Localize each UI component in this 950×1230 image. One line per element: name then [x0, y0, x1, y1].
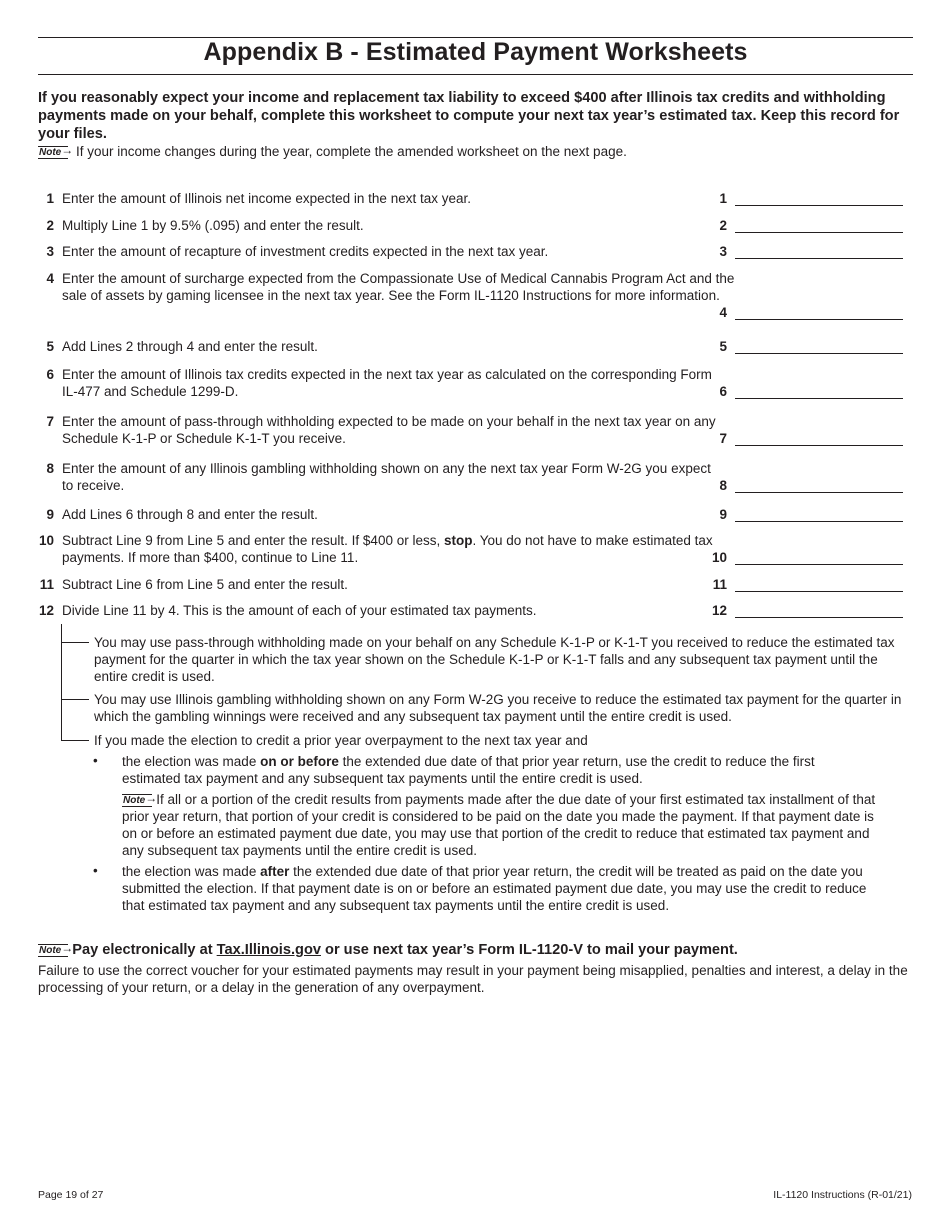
- page-title: Appendix B - Estimated Payment Worksheets: [203, 38, 748, 66]
- note-line: [38, 144, 627, 159]
- worksheet-line-8: 8 Enter the amount of any Illinois gambling withholding shown on any the next tax year Form W-2G you expect to receive. 8: [38, 460, 913, 494]
- guidance-bullet-note: Note → If all or a portion of the credit results from payments made after the due date of your first estimated tax installment of that prior year return, that portion of your credit is considered to be paid on the date you made the payment. If that payment date is on or before an estimated payment due date, you may use that portion of the credit to reduce that estimated tax payment and any subsequent tax payments until the entire credit is used.: [122, 791, 892, 859]
- note-arrow-icon: Note →: [38, 944, 68, 957]
- note-arrow-icon: Note →: [38, 146, 68, 159]
- guidance-pass-through: You may use pass-through withholding made on your behalf on any Schedule K-1-P or K-1-T you received to reduce the estimated tax payment for the quarter in which the tax year shown on the Schedule K-1-P or K-1-T falls and any subsequent tax payment until the entire credit is used.: [94, 635, 895, 684]
- line-1-input[interactable]: [735, 195, 903, 206]
- intro-text: If you reasonably expect your income and replacement tax liability to exceed $400 after Illinois tax credits and withholding payments made on your behalf, complete this worksheet to compute your next tax year’s estimated tax. Keep this record for your files.: [38, 90, 900, 142]
- line-12-input[interactable]: [735, 607, 903, 618]
- line-10-input[interactable]: [735, 554, 903, 565]
- tax-illinois-link[interactable]: Tax.Illinois.gov: [216, 942, 321, 958]
- line-11-input[interactable]: [735, 581, 903, 592]
- bullet-marker: •: [93, 863, 98, 878]
- bullet-marker: •: [93, 753, 98, 768]
- line-4-input[interactable]: [735, 309, 903, 320]
- worksheet-line-10: 10 Subtract Line 9 from Line 5 and enter the result. If $400 or less, stop. You do not have to make estimated tax payments. If more than $400, continue to Line 11. 10: [38, 532, 913, 566]
- line-6-input[interactable]: [735, 388, 903, 399]
- line-7-input[interactable]: [735, 435, 903, 446]
- line-2-input[interactable]: [735, 222, 903, 233]
- guidance-bullet-before: the election was made on or before the extended due date of that prior year return, use the credit to reduce the first estimated tax payment and any subsequent tax payments until the entire credit is used.: [122, 754, 815, 786]
- worksheet-line-2: 2 Multiply Line 1 by 9.5% (.095) and enter the result. 2: [38, 217, 913, 234]
- form-id: IL-1120 Instructions (R-01/21): [773, 1189, 912, 1201]
- pay-electronically-note: Note → Pay electronically at Tax.Illinois.gov or use next tax year’s Form IL-1120-V to mail your payment.: [38, 942, 738, 958]
- guidance-overpayment: If you made the election to credit a prior year overpayment to the next tax year and: [94, 733, 588, 748]
- note-text: If your income changes during the year, complete the amended worksheet on the next page.: [76, 144, 627, 159]
- guidance-branch: [61, 740, 89, 741]
- line-8-input[interactable]: [735, 482, 903, 493]
- worksheet-line-11: 11 Subtract Line 6 from Line 5 and enter the result. 11: [38, 576, 913, 593]
- line-5-input[interactable]: [735, 343, 903, 354]
- worksheet-line-6: 6 Enter the amount of Illinois tax credits expected in the next tax year as calculated on the corresponding Form IL-477 and Schedule 1299-D. 6: [38, 366, 913, 400]
- guidance-branch: [61, 642, 89, 643]
- note-arrow-icon: Note →: [122, 794, 152, 807]
- voucher-warning: Failure to use the correct voucher for your estimated payments may result in your payment being misapplied, penalties and interest, a delay in the processing of your return, or a delay in the generation of any overpayment.: [38, 963, 908, 995]
- worksheet-line-4: 4 Enter the amount of surcharge expected from the Compassionate Use of Medical Cannabis Program Act and the sale of assets by gaming licensee in the next tax year. See the Form IL-1120 Instructions for more information. 4: [38, 270, 913, 321]
- guidance-branch: [61, 699, 89, 700]
- worksheet-line-3: 3 Enter the amount of recapture of investment credits expected in the next tax year. 3: [38, 243, 913, 260]
- page-number: Page 19 of 27: [38, 1189, 104, 1201]
- worksheet-line-7: 7 Enter the amount of pass-through withholding expected to be made on your behalf in the next tax year on any Schedule K-1-P or Schedule K-1-T you receive. 7: [38, 413, 913, 447]
- worksheet-line-12: 12 Divide Line 11 by 4. This is the amount of each of your estimated tax payments. 12: [38, 602, 913, 619]
- guidance-gambling: You may use Illinois gambling withholding shown on any Form W-2G you receive to reduce the estimated tax payment for the quarter in which the gambling winnings were received and any subsequent tax payment until the entire credit is used.: [94, 692, 902, 724]
- guidance-bullet-after: the election was made after the extended due date of that prior year return, the credit will be treated as paid on the date you submitted the election. If that payment date is on or before an estimated payment due date, you may use the credit to reduce that estimated tax payment and any subsequent tax payments until the entire credit is used.: [122, 864, 867, 913]
- worksheet-line-5: 5 Add Lines 2 through 4 and enter the result. 5: [38, 338, 913, 355]
- line-3-input[interactable]: [735, 248, 903, 259]
- worksheet-line-1: 1 Enter the amount of Illinois net income expected in the next tax year. 1: [38, 190, 913, 207]
- worksheet-line-9: 9 Add Lines 6 through 8 and enter the result. 9: [38, 506, 913, 523]
- title-rule: [38, 74, 913, 75]
- line-9-input[interactable]: [735, 511, 903, 522]
